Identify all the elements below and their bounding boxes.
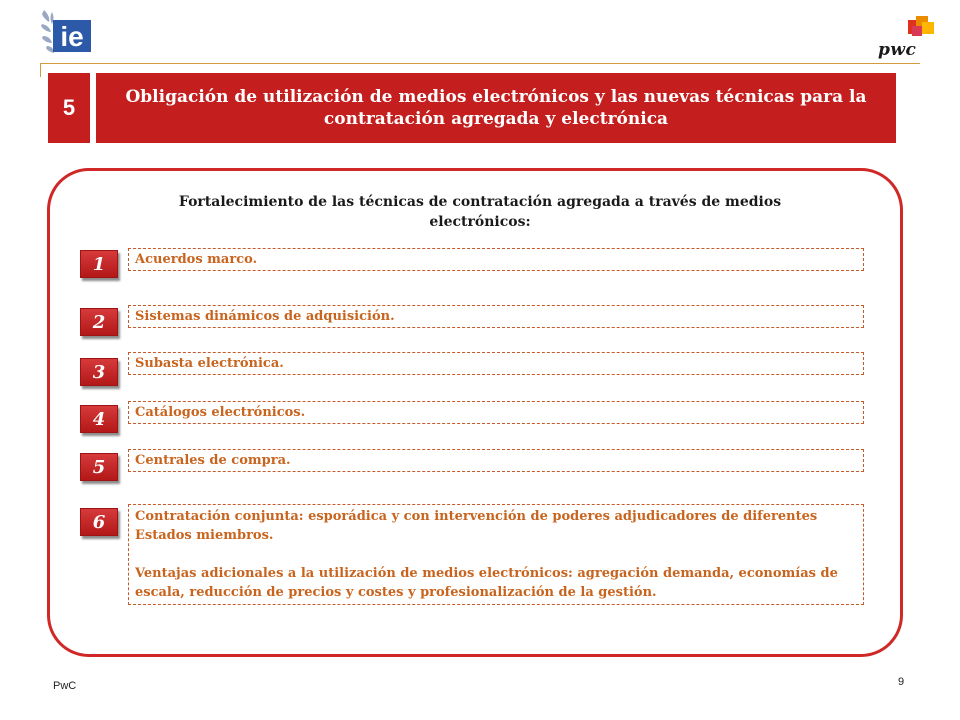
section-number: 5 [48,73,90,143]
footer-brand: PwC [53,680,77,692]
list-item [128,352,864,375]
ie-logo [40,8,92,54]
page-number: 9 [898,676,905,688]
item-number-badge: 4 [80,405,118,433]
list-item [128,248,864,271]
list-item-text: Contratación conjunta: esporádica y con intervención de poderes adjudicadores de diferentes Estados miembros. [135,509,818,543]
item-number-badge: 5 [80,453,118,481]
ie-logo-text: ie [60,21,84,52]
header-rule [40,63,920,64]
section-title: Obligación de utilización de medios electrónicos y las nuevas técnicas para la contratación agregada y electrónica [96,73,896,143]
list-item-text: Acuerdos marco. [135,252,258,267]
panel-heading: Fortalecimiento de las técnicas de contratación agregada a través de medios electrónicos: [178,194,782,230]
list-item [128,305,864,328]
list-item-text: Sistemas dinámicos de adquisición. [135,309,395,324]
list-item-text: Catálogos electrónicos. [135,405,306,420]
header-rule-tick [40,63,41,77]
pwc-logo [878,14,940,64]
list-item-text: Centrales de compra. [135,453,291,468]
item-number-badge: 3 [80,358,118,386]
item-number-badge: 1 [80,250,118,278]
list-item [128,449,864,472]
list-item-text-secondary: Ventajas adicionales a la utilización de medios electrónicos: agregación demanda, economías de escala, reducción de precios y costes y profesionalización de la gestión. [135,566,838,600]
item-number-badge: 6 [80,508,118,536]
item-number-badge: 2 [80,308,118,336]
list-item [128,401,864,424]
pwc-logo-text: pwc [878,40,917,60]
list-item-text: Subasta electrónica. [135,356,284,371]
list-item [128,504,864,605]
